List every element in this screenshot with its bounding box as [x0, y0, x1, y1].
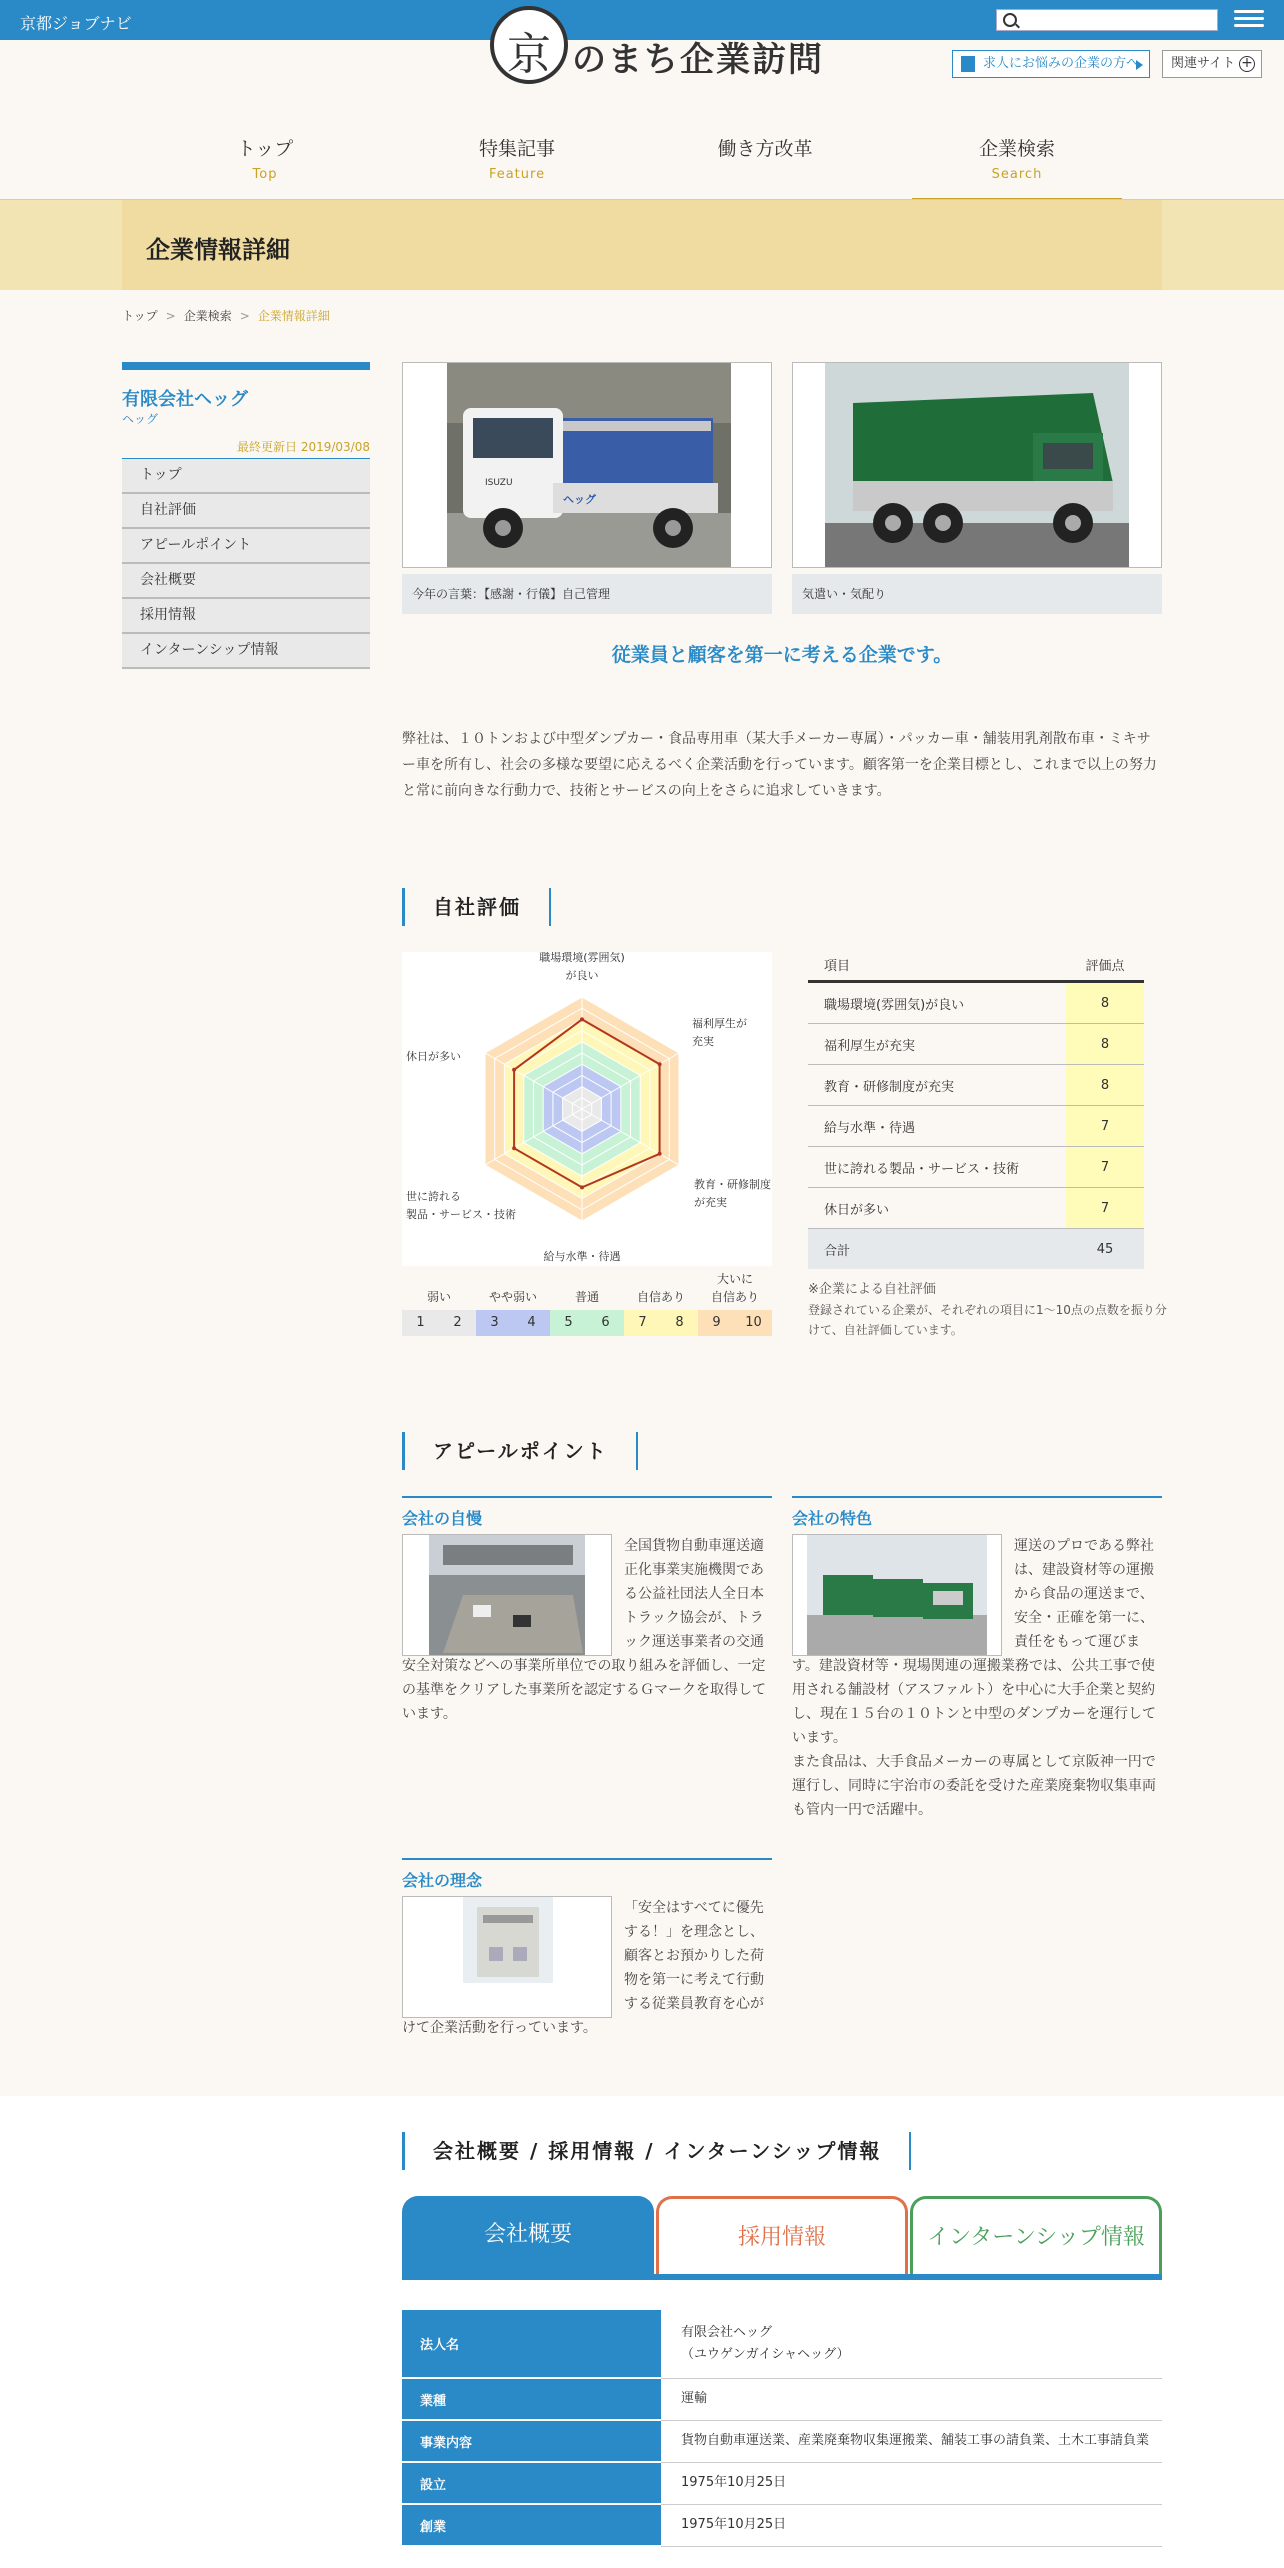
info-label: 設立 — [402, 2462, 661, 2504]
sidebar-item-top[interactable]: トップ — [122, 459, 370, 494]
info-value: 運輸 — [661, 2378, 1162, 2420]
nav-label: 働き方改革 — [717, 138, 813, 160]
row-item: 世に誇れる製品・サービス・技術 — [808, 1147, 1066, 1188]
info-value: 1975年10月25日 — [661, 2462, 1162, 2504]
table-row — [808, 1188, 1144, 1229]
info-value: 有限会社ヘッグ — [681, 2324, 773, 2340]
rinen-title: 会社の理念 — [402, 1858, 772, 1891]
row-item: 給与水準・待遇 — [808, 1106, 1066, 1147]
table-row — [808, 1065, 1144, 1106]
info-value-2: （ユウゲンガイシャヘッグ） — [681, 2346, 850, 2362]
info-label: 法人名 — [402, 2310, 661, 2378]
radar-point — [512, 1068, 516, 1072]
scale-label: 自信あり — [636, 1290, 685, 1304]
truck-logo-text: ヘッグ — [563, 493, 596, 506]
scale-cell: 3 — [476, 1310, 513, 1336]
total-label: 合計 — [808, 1229, 1066, 1270]
table-row — [808, 982, 1144, 1024]
radar-label: 福利厚生が — [692, 1017, 747, 1030]
employer-info-button[interactable] — [952, 50, 1150, 78]
col-item: 項目 — [808, 948, 1066, 982]
radar-label: 世に誇れる — [406, 1190, 461, 1203]
sidebar-item-overview[interactable]: 会社概要 — [122, 564, 370, 599]
evaluation-heading: 自社評価 — [402, 888, 551, 926]
radar-point — [512, 1146, 516, 1150]
sidebar-accent — [122, 362, 370, 370]
radar-point — [658, 1062, 662, 1066]
nav-sublabel: Search — [991, 167, 1043, 182]
scale-cell: 8 — [661, 1310, 698, 1336]
radar-label: 充実 — [692, 1035, 714, 1048]
photo-truck-green — [792, 362, 1162, 568]
radar-label: が良い — [565, 969, 599, 982]
row-item: 休日が多い — [808, 1188, 1066, 1229]
site-label[interactable]: 京都ジョブナビ — [20, 14, 132, 33]
table-row — [402, 2504, 1162, 2546]
search-icon — [1003, 13, 1017, 27]
radar-label: 製品・サービス・技術 — [406, 1208, 516, 1221]
note-title: ※企業による自社評価 — [808, 1282, 936, 1297]
total-score: 45 — [1066, 1229, 1144, 1270]
plus-icon: + — [1239, 56, 1255, 72]
scale-label: やや弱い — [488, 1290, 537, 1304]
info-value: 1975年10月25日 — [661, 2504, 1162, 2546]
catchphrase: 従業員と顧客を第一に考える企業です。 — [611, 644, 953, 666]
updated-date: 最終更新日 2019/03/08 — [237, 440, 370, 454]
related-sites-label: 関連サイト — [1171, 56, 1236, 71]
title-band — [0, 200, 1284, 290]
scale-cell: 4 — [513, 1310, 550, 1336]
nav-label: 企業検索 — [978, 138, 1055, 160]
tab-internship[interactable]: インターンシップ情報 — [910, 2196, 1162, 2276]
scale-cell: 1 — [402, 1310, 439, 1336]
scale-cell: 7 — [624, 1310, 661, 1336]
nav-sublabel: Feature — [488, 167, 546, 182]
menu-icon[interactable] — [1234, 6, 1264, 32]
info-value: 貨物自動車運送業、産業廃棄物収集運搬業、舗装工事の請負業、土木工事請負業 — [661, 2420, 1162, 2462]
sidebar-item-evaluation[interactable]: 自社評価 — [122, 494, 370, 529]
info-label: 事業内容 — [402, 2420, 661, 2462]
scale-cell: 6 — [587, 1310, 624, 1336]
jiman-title: 会社の自慢 — [402, 1496, 772, 1529]
row-score: 8 — [1066, 982, 1144, 1024]
radar-point — [580, 1185, 584, 1189]
scale-cell: 2 — [439, 1310, 476, 1336]
row-score: 8 — [1066, 1065, 1144, 1106]
logo-kanji: 京 — [507, 29, 551, 80]
sidebar-item-recruit[interactable]: 採用情報 — [122, 599, 370, 634]
radar-label: 休日が多い — [406, 1050, 461, 1063]
search-input[interactable] — [996, 9, 1218, 31]
scale-label: 自信あり — [710, 1290, 759, 1304]
note-body: 登録されている企業が、それぞれの項目に1～10点の点数を振り分けて、自社評価しています。 — [808, 1303, 1167, 1337]
evaluation-note — [808, 1280, 1168, 1340]
scale-label: 弱い — [426, 1290, 451, 1304]
sidebar-item-appeal[interactable]: アピールポイント — [122, 529, 370, 564]
row-item: 職場環境(雰囲気)が良い — [808, 982, 1066, 1024]
tab-underline — [402, 2274, 1162, 2280]
info-label: 業種 — [402, 2378, 661, 2420]
scale-label: 普通 — [574, 1290, 599, 1304]
nav-top[interactable] — [160, 128, 370, 198]
row-item: 福利厚生が充実 — [808, 1024, 1066, 1065]
row-item: 教育・研修制度が充実 — [808, 1065, 1066, 1106]
radar-point — [580, 1017, 584, 1021]
sidebar-menu — [122, 458, 370, 669]
rinen-text: 「安全はすべてに優先する！」を理念とし、顧客とお預かりした荷物を第一に考えて行動する従業員教育を心がけて企業活動を行っています。 — [402, 1900, 764, 2036]
evaluation-table — [808, 948, 1144, 1269]
nav-sublabel: Top — [252, 167, 278, 182]
document-icon — [961, 56, 975, 72]
radar-label: 職場環境(雰囲気) — [539, 952, 625, 964]
radar-point — [658, 1152, 662, 1156]
tokushoku-title: 会社の特色 — [792, 1496, 1162, 1529]
rating-scale — [402, 1270, 772, 1336]
employer-info-label: 求人にお悩みの企業の方へ — [983, 56, 1140, 71]
photo-caption-1: 今年の言葉：【感謝・行儀】自己管理 — [402, 574, 772, 614]
total-row — [808, 1229, 1144, 1270]
breadcrumb-search[interactable]: 企業検索 — [183, 309, 232, 323]
tab-recruit[interactable]: 採用情報 — [656, 2196, 908, 2276]
nav-label: トップ — [236, 138, 294, 160]
row-score: 7 — [1066, 1147, 1144, 1188]
scale-cell: 9 — [698, 1310, 735, 1336]
nav-label: 特集記事 — [478, 138, 555, 160]
table-row — [808, 1024, 1144, 1065]
tab-overview[interactable]: 会社概要 — [402, 2196, 654, 2276]
radar-label: が充実 — [694, 1196, 727, 1209]
company-name: 有限会社ヘッグ — [122, 389, 248, 410]
radar-chart — [402, 952, 772, 1266]
company-info-table — [402, 2310, 1162, 2547]
table-row — [402, 2462, 1162, 2504]
tokushoku-text-1: 運送のプロである弊社は、建設資材等の運搬から食品の運送まで、安全・正確を第一に、責任をもって運びます。建設資材等・現場関連の運搬業務では、公共工事で使用される舗設材（アスファルト）を中心に大手企業と契約し、現在１５台の１０トンと中型のダンプカーを運行しています。 — [792, 1538, 1156, 1746]
row-score: 7 — [1066, 1188, 1144, 1229]
photo-truck-white — [402, 362, 772, 568]
sidebar-item-internship[interactable]: インターンシップ情報 — [122, 634, 370, 669]
info-label: 創業 — [402, 2504, 661, 2546]
scale-cell: 10 — [735, 1310, 772, 1336]
table-row — [808, 1106, 1144, 1147]
nav-search[interactable] — [912, 128, 1122, 201]
tokushoku-text — [792, 1534, 1162, 1822]
scale-label: 大いに — [716, 1272, 753, 1286]
nav-workstyle[interactable] — [660, 128, 870, 198]
breadcrumb: トップ > 企業検索 > 企業情報詳細 — [122, 309, 330, 323]
overview-heading: 会社概要 / 採用情報 / インターンシップ情報 — [402, 2132, 911, 2170]
table-row — [402, 2378, 1162, 2420]
table-row — [808, 1147, 1144, 1188]
truck-brand-text: ISUZU — [485, 478, 513, 488]
row-score: 7 — [1066, 1106, 1144, 1147]
row-score: 8 — [1066, 1024, 1144, 1065]
logo-text[interactable]: のまち企業訪問 — [572, 40, 824, 80]
tokushoku-text-2: また食品は、大手食品メーカーの専属として京阪神一円で運行し、同時に宇治市の委託を受けた産業廃棄物収集車両も管内一円で活躍中。 — [792, 1754, 1156, 1818]
table-row — [402, 2310, 1162, 2378]
breadcrumb-top[interactable]: トップ — [122, 309, 158, 323]
jiman-text: 全国貨物自動車運送適正化事業実施機関である公益社団法人全日本トラック協会が、トラック運送事業者の交通安全対策などへの事業所単位での取り組みを評価し、一定の基準をクリアした事業所を認定するＧマークを取得しています。 — [402, 1538, 766, 1722]
nav-feature[interactable] — [412, 128, 622, 198]
appeal-heading: アピールポイント — [402, 1432, 638, 1470]
company-kana: ヘッグ — [122, 412, 159, 426]
breadcrumb-current: 企業情報詳細 — [257, 309, 330, 323]
page-title: 企業情報詳細 — [146, 236, 290, 264]
col-score: 評価点 — [1066, 948, 1144, 982]
radar-label: 給与水準・待遇 — [543, 1250, 621, 1263]
scale-cell: 5 — [550, 1310, 587, 1336]
logo[interactable] — [490, 6, 568, 84]
intro-text: 弊社は、１０トンおよび中型ダンプカー・食品専用車（某大手メーカー専属）・パッカー車・舗装用乳剤散布車・ミキサー車を所有し、社会の多様な要望に応えるべく企業活動を行っています。顧客第一を企業目標とし、これまで以上の努力と常に前向きな行動力で、技術とサービスの向上をさらに追求していきます。 — [402, 731, 1157, 799]
photo-caption-2: 気遣い・気配り — [792, 574, 1162, 614]
radar-label: 教育・研修制度 — [694, 1178, 771, 1191]
arrow-right-icon — [1136, 60, 1143, 70]
table-row — [402, 2420, 1162, 2462]
related-sites-button[interactable] — [1162, 50, 1262, 78]
